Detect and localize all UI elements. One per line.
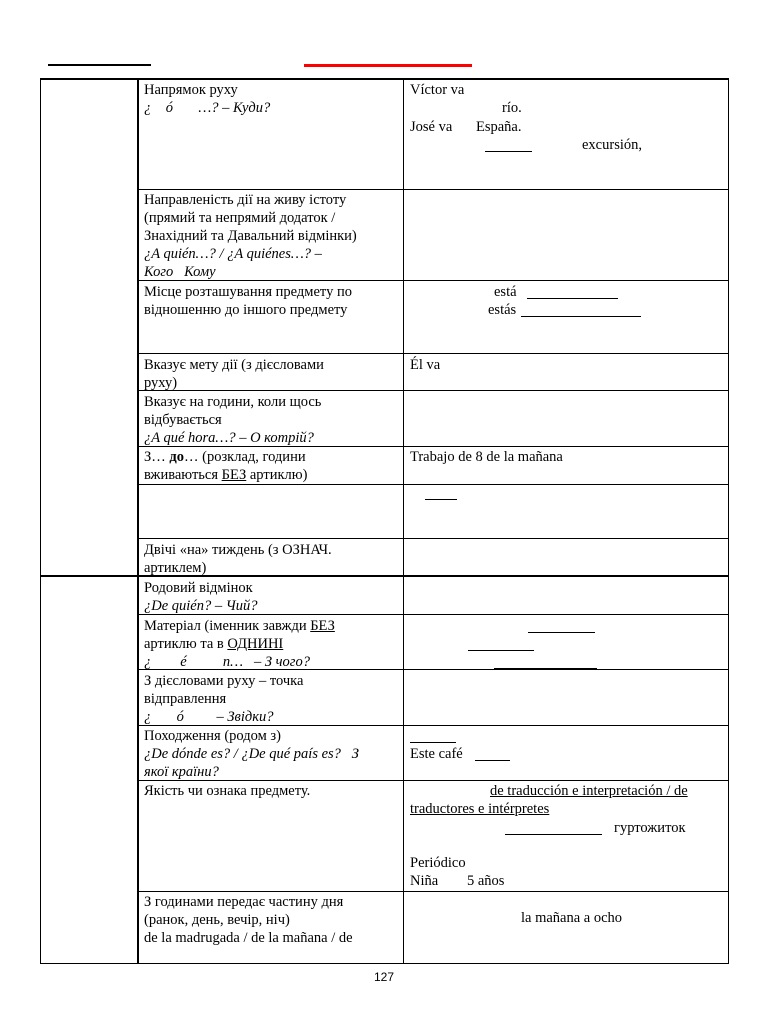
cell-text-underlined: БЕЗ	[310, 618, 335, 634]
cell-text: відбувається	[144, 412, 222, 428]
row-5-left	[144, 393, 400, 447]
cell-text: Матеріал (іменник завжди	[144, 618, 311, 634]
cell-text: río.	[502, 100, 522, 116]
cell-text: estás	[488, 302, 517, 318]
cell-text: está	[494, 284, 517, 300]
row-3-left	[144, 283, 400, 319]
cell-text: ¿ ó – Звідки?	[144, 709, 274, 725]
cell-text: гуртожиток	[614, 820, 686, 836]
cell-text-underlined: de traducción e interpretación / de	[490, 783, 688, 799]
cell-text: артиклем)	[144, 560, 207, 576]
cell-text-underlined: traductores e intérpretes	[410, 801, 550, 817]
cell-text: З годинами передає частину дня	[144, 894, 344, 910]
cell-text: З дієсловами руху – точка	[144, 673, 304, 689]
row-13-left	[144, 782, 400, 800]
row-8-left	[144, 541, 400, 577]
cell-text: Este café	[410, 746, 463, 762]
blank-line	[521, 302, 641, 317]
cell-text-bold: до	[169, 449, 184, 465]
cell-text: Periódico	[410, 855, 466, 871]
row-6-left	[144, 448, 400, 484]
blank-line	[425, 485, 457, 500]
cell-text: Знахідний та Давальний відмінки)	[144, 228, 357, 244]
cell-text-underlined: ОДНИНІ	[227, 636, 284, 652]
row-9-left	[144, 579, 400, 615]
blank-line	[475, 746, 510, 761]
blank-line	[494, 654, 597, 669]
blank-line	[527, 284, 618, 299]
cell-text: ¿ é n… – З чого?	[144, 654, 310, 670]
cell-text: ¿ ó …? – Куди?	[144, 100, 271, 116]
blank-line	[528, 618, 595, 633]
cell-text: España.	[476, 119, 522, 135]
cell-text: руху)	[144, 375, 178, 391]
header-red-line	[304, 64, 472, 67]
cell-text: Кого Кому	[144, 264, 216, 280]
cell-text: ¿A qué hora…? – О котрій?	[144, 430, 314, 446]
header-black-line	[48, 64, 151, 66]
cell-text: Якість чи ознака предмету.	[144, 783, 311, 799]
cell-text: Походження (родом з)	[144, 728, 281, 744]
cell-text: la mañana a ocho	[521, 910, 623, 926]
cell-text: Напрямок руху	[144, 82, 238, 98]
cell-text: Родовий відмінок	[144, 580, 253, 596]
cell-text: відношенню до іншого предмету	[144, 302, 348, 318]
cell-text: Niña	[410, 873, 439, 889]
cell-text: якої країни?	[144, 764, 219, 780]
cell-text: Вказує на години, коли щось	[144, 394, 322, 410]
row-14-left	[144, 893, 400, 947]
blank-line	[410, 728, 456, 743]
cell-text: (прямий та непрямий додаток /	[144, 210, 336, 226]
cell-text: артиклю та в	[144, 636, 228, 652]
cell-text: Él va	[410, 357, 441, 373]
cell-text: … (розклад, години	[183, 449, 306, 465]
cell-text: ¿De quién? – Чий?	[144, 598, 258, 614]
cell-text: З…	[144, 449, 170, 465]
cell-text: Місце розташування предмету по	[144, 284, 352, 300]
row-11-left	[144, 672, 400, 726]
page-number: 127	[373, 970, 395, 984]
row-4-left	[144, 356, 400, 392]
blank-line	[485, 137, 532, 152]
cell-text: Víctor va	[410, 82, 465, 98]
row-10-left	[144, 617, 400, 671]
cell-text-underlined: БЕЗ	[221, 467, 247, 483]
cell-text: José va	[410, 119, 453, 135]
cell-text: 5 años	[467, 873, 505, 889]
cell-text: excursión,	[582, 137, 642, 153]
blank-line	[468, 636, 534, 651]
cell-text: відправлення	[144, 691, 227, 707]
cell-text: Вказує мету дії (з дієсловами	[144, 357, 324, 373]
row-1-left	[144, 81, 399, 117]
cell-text: Направленість дії на живу істоту	[144, 192, 347, 208]
blank-line	[505, 820, 602, 835]
cell-text: Двічі «на» тиждень (з ОЗНАЧ.	[144, 542, 332, 558]
cell-text: артиклю)	[246, 467, 308, 483]
cell-text: Trabajo de 8 de la mañana	[410, 449, 563, 465]
cell-text: вживаються	[144, 467, 222, 483]
cell-text: (ранок, день, вечір, ніч)	[144, 912, 290, 928]
row-12-left	[144, 727, 400, 781]
row-2-left	[144, 191, 400, 281]
cell-text: ¿A quién…? / ¿A quiénes…? –	[144, 246, 322, 262]
cell-text: de la madrugada / de la mañana / de	[144, 930, 353, 946]
cell-text: ¿De dónde es? / ¿De qué país es? З	[144, 746, 359, 762]
